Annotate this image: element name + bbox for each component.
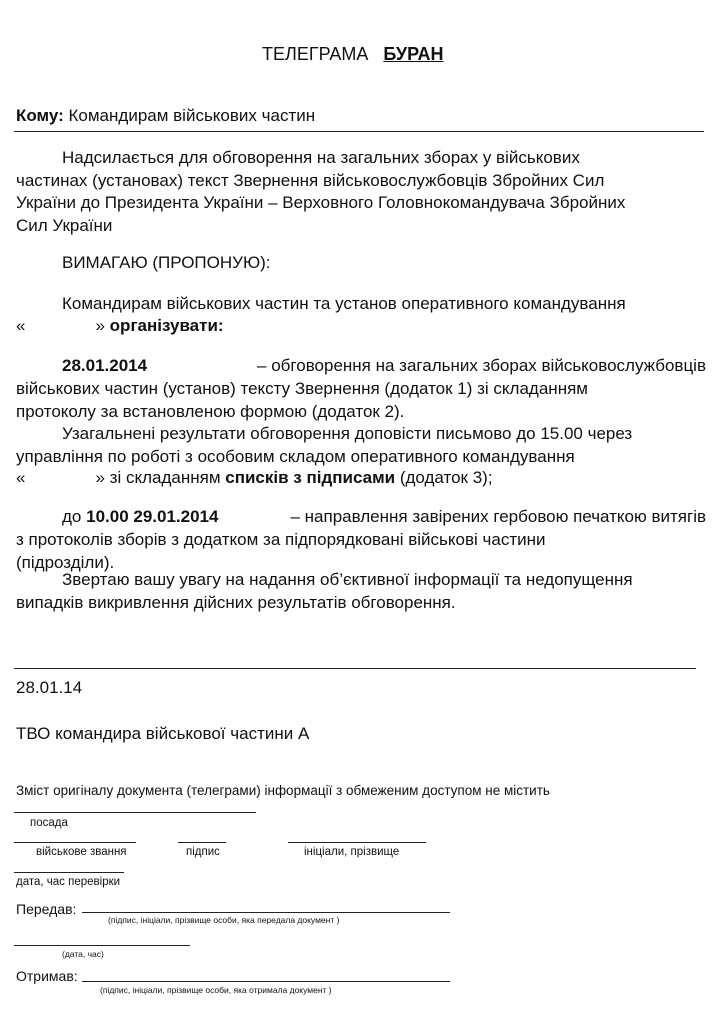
para2-line1-text: – обговорення на загальних зборах військовослужбовців	[257, 356, 706, 375]
rank-label: військове звання	[36, 846, 127, 858]
para5	[16, 569, 706, 614]
para4-line2: з протоколів зборів з додатком за підпорядковані військові частини	[16, 530, 546, 549]
intro-line: Сил України	[16, 215, 113, 235]
para2-rest	[16, 378, 706, 423]
para3-line2: управління по роботі з особовим складом оперативного командування	[16, 446, 575, 466]
intro-line: Надсилається для обговорення на загальних зборах у військових	[62, 148, 580, 167]
recipient-line	[16, 106, 315, 126]
datetime-line	[14, 945, 190, 946]
recipient-label: Кому:	[16, 106, 64, 125]
organize-label: організувати:	[109, 316, 224, 335]
para1-line1: Командирам військових частин та установ оперативного командування	[62, 294, 626, 313]
para3-line3	[16, 468, 493, 488]
title-codename: БУРАН	[383, 44, 444, 64]
para4-line3: (підрозділи).	[16, 552, 115, 572]
para2-line3: протоколу за встановленою формою (додаток 2).	[16, 401, 405, 421]
received-caption: (підпис, ініціали, прізвище особи, яка отримала документ )	[100, 985, 332, 995]
intro-line: України до Президента України – Верховного Головнокомандувача Збройних	[16, 193, 626, 212]
quote-open: «	[16, 468, 26, 487]
intro-paragraph	[16, 147, 706, 237]
checked-label: дата, час перевірки	[16, 876, 121, 888]
recipient-value: Командирам військових частин	[68, 106, 316, 125]
quote-open: «	[16, 316, 26, 335]
recipient-divider	[14, 131, 704, 132]
para2-date: 28.01.2014	[62, 356, 148, 375]
checked-line	[14, 872, 124, 873]
signatory: ТВО командира військової частини А	[16, 724, 310, 743]
para5-line2: випадків викривлення дійсних результатів обговорення.	[16, 592, 456, 612]
para3	[16, 423, 706, 468]
rank-line	[14, 842, 136, 843]
para4-line1	[62, 507, 706, 527]
para2-line1	[62, 356, 706, 376]
para5-line1: Звертаю вашу увагу на надання об’єктивної інформації та недопущення	[62, 570, 633, 589]
signature-label: підпис	[186, 846, 220, 858]
para3-text-bold: списків з підписами	[225, 468, 396, 487]
para4-prefix: до	[62, 507, 82, 526]
name-label: ініціали, прізвище	[304, 846, 400, 858]
document-title	[262, 44, 444, 65]
para2-line2: військових частин (установ) тексту Звернення (додаток 1) зі складанням	[16, 379, 588, 398]
footer-date: 28.01.14	[16, 678, 83, 697]
demand-heading: ВИМАГАЮ (ПРОПОНУЮ):	[62, 253, 271, 272]
name-line	[288, 842, 426, 843]
para1	[16, 293, 706, 316]
received-line	[82, 981, 450, 982]
para3-text-c: (додаток 3);	[399, 468, 493, 487]
position-label: посада	[30, 817, 68, 829]
received-label: Отримав:	[16, 968, 78, 984]
quote-close: »	[95, 468, 105, 487]
footer-divider	[14, 668, 696, 669]
intro-line: частинах (установах) текст Звернення військовослужбовців Збройних Сил	[16, 170, 605, 190]
position-line	[14, 812, 256, 813]
sent-label: Передав:	[16, 901, 77, 917]
title-prefix: ТЕЛЕГРАМА	[262, 44, 369, 64]
sent-line	[82, 912, 450, 913]
para3-line1: Узагальнені результати обговорення доповісти письмово до 15.00 через	[62, 424, 633, 443]
para1-line2	[16, 316, 224, 336]
datetime-label: (дата, час)	[62, 949, 104, 959]
para4-rest	[16, 529, 706, 574]
sent-caption: (підпис, ініціали, прізвище особи, яка передала документ )	[108, 915, 340, 925]
quote-close: »	[95, 316, 105, 335]
para3-text-a: зі складанням	[109, 468, 221, 487]
restricted-info-notice: Зміст оригіналу документа (телеграми) інформації з обмеженим доступом не містить	[16, 783, 550, 798]
para4-datetime: 10.00 29.01.2014	[86, 507, 219, 526]
signature-line	[178, 842, 226, 843]
para4-line1-text: – направлення завірених гербовою печаткою витягів	[290, 507, 706, 526]
